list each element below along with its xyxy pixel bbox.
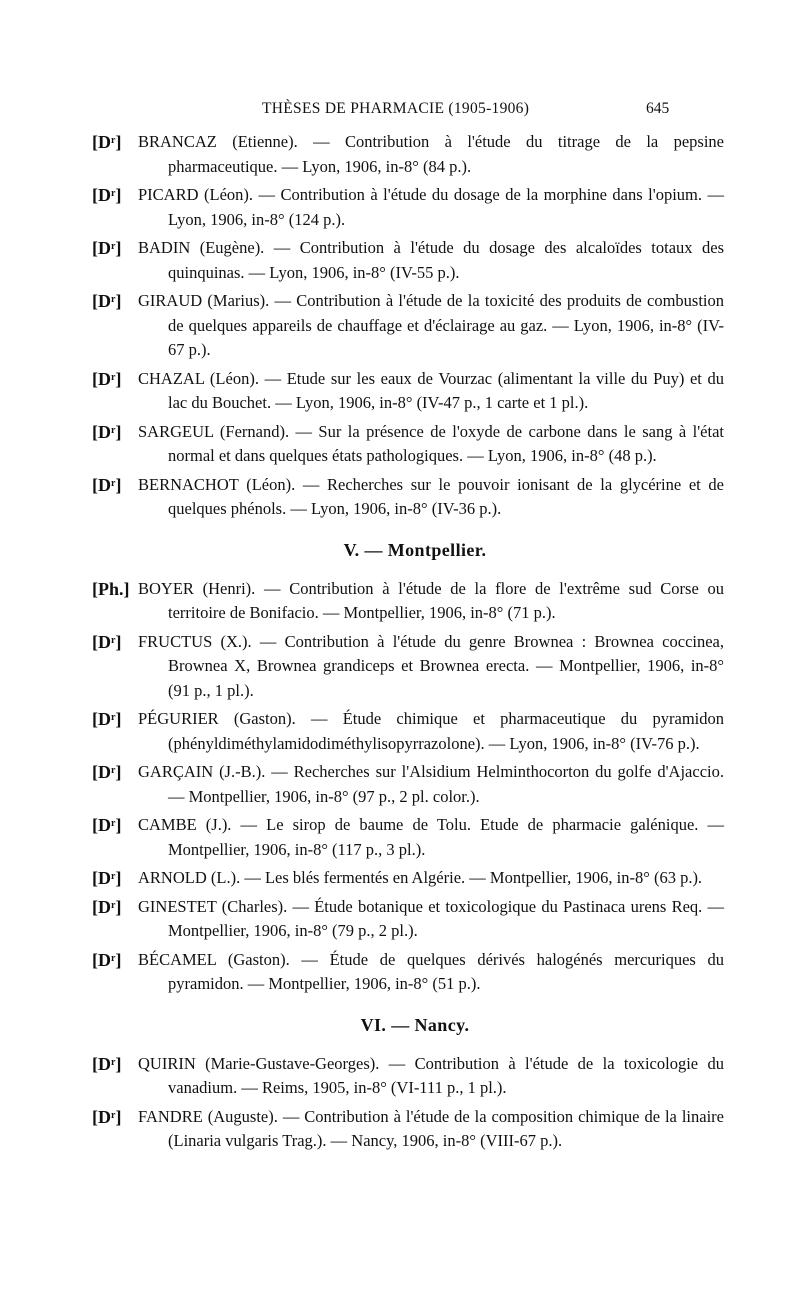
degree-marker: $[D^r]$ <box>92 185 122 205</box>
degree-marker: $[D^r]$ <box>92 709 122 729</box>
bibliography-entry <box>0 707 800 756</box>
degree-marker: $[D^r]$ <box>92 132 122 152</box>
degree-marker: $[D^r]$ <box>92 896 122 917</box>
degree-marker: $[D^r]$ <box>92 368 122 389</box>
section-heading <box>0 540 800 561</box>
bibliography-entry <box>0 420 800 469</box>
entry-text: FRUCTUS (X.). — Contribution à l'étude du genre Brownea : Brownea coccinea, Brownea X, Brownea grandiceps et Brownea erecta. — Montpellier, 1906, in-8° (91 p., 1 pl.). <box>138 631 724 700</box>
degree-marker: $[D^r]$ <box>92 815 122 835</box>
bibliography-entry <box>0 130 800 179</box>
bibliography-entry <box>0 813 800 862</box>
entry-text: CAMBE (J.). — Le sirop de baume de Tolu. Etude de pharmacie galénique. — Montpellier, 1906, in-8° (117 p., 3 pl.). <box>138 815 724 859</box>
entry-text: GARÇAIN (J.-B.). — Recherches sur l'Alsidium Helminthocorton du golfe d'Ajaccio. — Montpellier, 1906, in-8° (97 p., 2 pl. color.). <box>138 762 724 806</box>
degree-marker: $[D^r]$ <box>92 238 122 258</box>
running-head <box>0 100 800 124</box>
entry-list <box>0 130 800 1158</box>
degree-marker: $[D^r]$ <box>92 421 122 442</box>
entry-text: GIRAUD (Marius). — Contribution à l'étude de la toxicité des produits de combustion de quelques appareils de chauffage et d'éclairage au gaz. — Lyon, 1906, in-8° (IV-67 p.). <box>138 291 724 359</box>
entry-text: QUIRIN (Marie-Gustave-Georges). — Contribution à l'étude de la toxicologie du vanadium. — Reims, 1905, in-8° (VI-111 p., 1 pl.). <box>138 1053 724 1097</box>
degree-marker: $[D^r]$ <box>92 631 122 652</box>
degree-marker: [Ph.] <box>92 578 130 599</box>
entry-text: SARGEUL (Fernand). — Sur la présence de l'oxyde de carbone dans le sang à l'état normal et dans quelques états pathologiques. — Lyon, 1906, in-8° (48 p.). <box>138 421 724 465</box>
entry-text: GINESTET (Charles). — Étude botanique et toxicologique du Pastinaca urens Req. — Montpellier, 1906, in-8° (79 p., 2 pl.). <box>138 896 724 940</box>
section-heading-text: V. — Montpellier. <box>343 539 487 560</box>
entry-text: FANDRE (Auguste). — Contribution à l'étude de la composition chimique de la linaire (Linaria vulgaris Trag.). — Nancy, 1906, in-8° (VIII-67 p.). <box>138 1106 724 1150</box>
bibliography-entry <box>0 866 800 891</box>
section-heading <box>0 1015 800 1036</box>
running-title: THÈSES DE PHARMACIE (1905-1906) <box>262 100 530 117</box>
bibliography-entry <box>0 289 800 363</box>
section-heading-text: VI. — Nancy. <box>360 1014 470 1035</box>
entry-text: CHAZAL (Léon). — Etude sur les eaux de Vourzac (alimentant la ville du Puy) et du lac du Bouchet. — Lyon, 1906, in-8° (IV-47 p., 1 carte et 1 pl.). <box>138 368 724 412</box>
bibliography-entry <box>0 760 800 809</box>
bibliography-entry <box>0 1105 800 1154</box>
degree-marker: $[D^r]$ <box>92 762 122 782</box>
degree-marker: $[D^r]$ <box>92 291 122 311</box>
entry-text: ARNOLD (L.). — Les blés fermentés en Algérie. — Montpellier, 1906, in-8° (63 p.). <box>138 868 703 887</box>
entry-text: BOYER (Henri). — Contribution à l'étude de la flore de l'extrême sud Corse ou territoire de Bonifacio. — Montpellier, 1906, in-8° (71 p.). <box>138 578 724 622</box>
page-number: 645 <box>646 100 670 117</box>
degree-marker: $[D^r]$ <box>92 868 122 888</box>
bibliography-entry <box>0 473 800 522</box>
entry-text: BRANCAZ (Etienne). — Contribution à l'étude du titrage de la pepsine pharmaceutique. — Lyon, 1906, in-8° (84 p.). <box>138 132 724 176</box>
bibliography-entry <box>0 895 800 944</box>
entry-text: BÉCAMEL (Gaston). — Étude de quelques dérivés halogénés mercuriques du pyramidon. — Montpellier, 1906, in-8° (51 p.). <box>138 949 724 993</box>
entry-text: PICARD (Léon). — Contribution à l'étude du dosage de la morphine dans l'opium. — Lyon, 1906, in-8° (124 p.). <box>138 185 724 229</box>
bibliography-entry <box>0 630 800 704</box>
entry-text: PÉGURIER (Gaston). — Étude chimique et pharmaceutique du pyramidon (phényldiméthylamidodiméthylisopyrrazolone). — Lyon, 1906, in-8° (IV-76 p.). <box>138 709 724 753</box>
bibliography-entry <box>0 236 800 285</box>
bibliography-entry <box>0 183 800 232</box>
bibliography-entry <box>0 948 800 997</box>
degree-marker: $[D^r]$ <box>92 949 122 970</box>
entry-text: BERNACHOT (Léon). — Recherches sur le pouvoir ionisant de la glycérine et de quelques phénols. — Lyon, 1906, in-8° (IV-36 p.). <box>138 474 724 518</box>
degree-marker: $[D^r]$ <box>92 1106 122 1127</box>
degree-marker: $[D^r]$ <box>92 1053 122 1074</box>
degree-marker: $[D^r]$ <box>92 474 122 495</box>
entry-text: BADIN (Eugène). — Contribution à l'étude du dosage des alcaloïdes totaux des quinquinas. — Lyon, 1906, in-8° (IV-55 p.). <box>138 238 724 282</box>
bibliography-entry <box>0 367 800 416</box>
bibliography-entry <box>0 1052 800 1101</box>
bibliography-entry <box>0 577 800 626</box>
